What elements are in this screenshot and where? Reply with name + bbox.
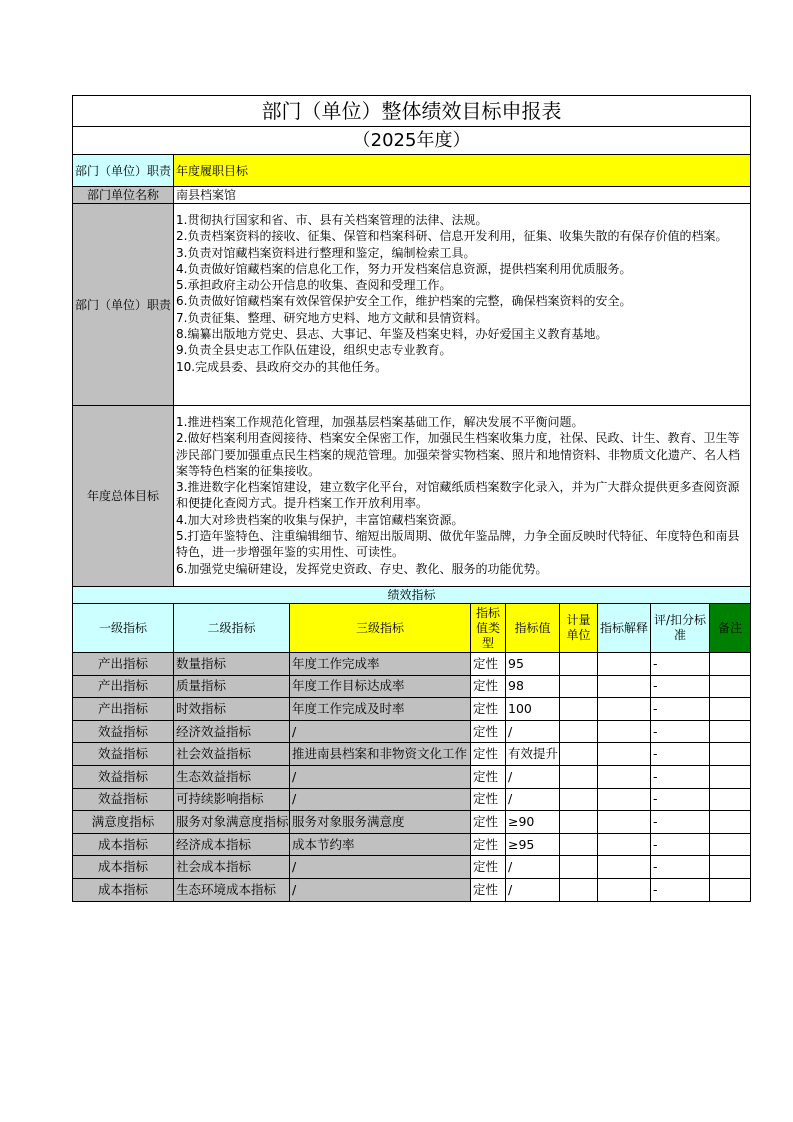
form-subtitle: （2025年度） — [73, 127, 751, 155]
row-level2: 时效指标 — [174, 698, 290, 721]
col-level1: 一级指标 — [73, 604, 174, 653]
row-explain — [598, 720, 651, 743]
row-remark — [710, 653, 751, 676]
table-row — [73, 878, 751, 901]
table-row — [73, 833, 751, 856]
row-value-type: 定性 — [471, 653, 506, 676]
table-row — [73, 675, 751, 698]
row-unit — [560, 675, 598, 698]
row-remark — [710, 811, 751, 834]
duty-item: 1.贯彻执行国家和省、市、县有关档案管理的法律、法规。 — [176, 213, 488, 227]
row-level1: 产出指标 — [73, 653, 174, 676]
goals-cell — [174, 406, 751, 587]
row-value: 95 — [506, 653, 560, 676]
row-level3: 年度工作目标达成率 — [290, 675, 471, 698]
row-level3: 年度工作完成及时率 — [290, 698, 471, 721]
goal-item: 6.加强党史编研建设，发挥党史资政、存史、教化、服务的功能优势。 — [176, 561, 548, 576]
row-level3: 成本节约率 — [290, 833, 471, 856]
row-level3: / — [290, 720, 471, 743]
goal-item: 3.推进数字化档案馆建设，建立数字化平台，对馆藏纸质档案数字化录入，并为广大群众提供更多查阅资源和便捷化查阅方式。提升档案工作开放利用率。 — [176, 480, 740, 511]
row-explain — [598, 653, 651, 676]
table-row — [73, 653, 751, 676]
col-level3: 三级指标 — [290, 604, 471, 653]
row-scoring: - — [651, 833, 710, 856]
row-unit — [560, 811, 598, 834]
table-row — [73, 788, 751, 811]
duty-item: 9.负责全县史志工作队伍建设，组织史志专业教育。 — [176, 343, 452, 358]
row-value: / — [506, 788, 560, 811]
row-value-type: 定性 — [471, 698, 506, 721]
row-level1: 产出指标 — [73, 675, 174, 698]
table-row — [73, 765, 751, 788]
duty-item: 3.负责对馆藏档案资料进行整理和鉴定，编制检索工具。 — [176, 245, 476, 260]
col-value: 指标值 — [506, 604, 560, 653]
row-value-type: 定性 — [471, 856, 506, 879]
row-value: / — [506, 765, 560, 788]
duty-label: 部门（单位）职责 — [73, 204, 174, 406]
row-explain — [598, 856, 651, 879]
row-unit — [560, 720, 598, 743]
row-level3: / — [290, 856, 471, 879]
row-remark — [710, 743, 751, 766]
table-row — [73, 698, 751, 721]
row-value: ≥90 — [506, 811, 560, 834]
row-level3: / — [290, 788, 471, 811]
table-row — [73, 743, 751, 766]
row-level2: 社会效益指标 — [174, 743, 290, 766]
row-explain — [598, 811, 651, 834]
row-unit — [560, 653, 598, 676]
table-row — [73, 811, 751, 834]
annual-target-header: 年度履职目标 — [174, 155, 751, 187]
row-scoring: - — [651, 743, 710, 766]
row-value: ≥95 — [506, 833, 560, 856]
row-level2: 生态环境成本指标 — [174, 878, 290, 901]
perf-header: 绩效指标 — [73, 587, 751, 604]
row-remark — [710, 720, 751, 743]
row-level3: / — [290, 878, 471, 901]
row-unit — [560, 765, 598, 788]
row-explain — [598, 765, 651, 788]
row-unit — [560, 878, 598, 901]
row-explain — [598, 833, 651, 856]
duty-item: 6.负责做好馆藏档案有效保管保护安全工作，维护档案的完整，确保档案资料的安全。 — [176, 294, 632, 309]
row-explain — [598, 743, 651, 766]
row-value-type: 定性 — [471, 811, 506, 834]
row-level3: / — [290, 765, 471, 788]
duty-item: 5.承担政府主动公开信息的收集、查阅和受理工作。 — [176, 278, 452, 293]
row-level2: 经济成本指标 — [174, 833, 290, 856]
duty-item: 2.负责档案资料的接收、征集、保管和档案科研、信息开发利用，征集、收集失散的有保存价值的档案。 — [176, 229, 728, 244]
col-explain: 指标解释 — [598, 604, 651, 653]
row-unit — [560, 856, 598, 879]
row-level1: 成本指标 — [73, 833, 174, 856]
goal-item: 2.做好档案利用查阅接待、档案安全保密工作，加强民生档案收集力度，社保、民政、计生、教育、卫生等涉民部门要加强重点民生档案的规范管理。加强荣誉实物档案、照片和地情资料、非物质文化遗产、名人档案等特色档案的征集接收。 — [176, 431, 741, 478]
row-value-type: 定性 — [471, 720, 506, 743]
row-level1: 效益指标 — [73, 720, 174, 743]
row-scoring: - — [651, 878, 710, 901]
performance-form-table — [72, 95, 751, 902]
goal-item: 4.加大对珍贵档案的收集与保护，丰富馆藏档案资源。 — [176, 512, 464, 527]
col-value-type: 指标值类型 — [471, 604, 506, 653]
row-value: / — [506, 856, 560, 879]
row-scoring: - — [651, 811, 710, 834]
row-value-type: 定性 — [471, 743, 506, 766]
row-scoring: - — [651, 765, 710, 788]
row-explain — [598, 675, 651, 698]
row-remark — [710, 878, 751, 901]
col-remark: 备注 — [710, 604, 751, 653]
duty-item: 8.编纂出版地方党史、县志、大事记、年鉴及档案史料，办好爱国主义教育基地。 — [176, 327, 608, 342]
row-scoring: - — [651, 675, 710, 698]
form-title: 部门（单位）整体绩效目标申报表 — [73, 96, 751, 127]
row-unit — [560, 743, 598, 766]
duty-label-top: 部门（单位）职责 — [73, 155, 174, 187]
row-level2: 数量指标 — [174, 653, 290, 676]
row-level2: 质量指标 — [174, 675, 290, 698]
col-scoring: 评/扣分标准 — [651, 604, 710, 653]
row-level2: 生态效益指标 — [174, 765, 290, 788]
col-unit: 计量单位 — [560, 604, 598, 653]
row-remark — [710, 788, 751, 811]
row-level2: 经济效益指标 — [174, 720, 290, 743]
row-explain — [598, 698, 651, 721]
annual-goal-label: 年度总体目标 — [73, 406, 174, 587]
row-value-type: 定性 — [471, 833, 506, 856]
dept-name-label: 部门单位名称 — [73, 187, 174, 204]
duty-item: 4.负责做好馆藏档案的信息化工作，努力开发档案信息资源，提供档案利用优质服务。 — [176, 261, 632, 276]
row-value: / — [506, 720, 560, 743]
row-level1: 产出指标 — [73, 698, 174, 721]
row-unit — [560, 833, 598, 856]
table-row — [73, 856, 751, 879]
row-level1: 效益指标 — [73, 765, 174, 788]
row-level1: 效益指标 — [73, 743, 174, 766]
row-level3: 推进南县档案和非物资文化工作 — [290, 743, 471, 766]
duty-item: 7.负责征集、整理、研究地方史料、地方文献和县情资料。 — [176, 310, 488, 325]
row-value: 98 — [506, 675, 560, 698]
row-value: / — [506, 878, 560, 901]
row-remark — [710, 856, 751, 879]
row-value-type: 定性 — [471, 878, 506, 901]
row-level1: 效益指标 — [73, 788, 174, 811]
row-scoring: - — [651, 720, 710, 743]
row-unit — [560, 788, 598, 811]
table-row — [73, 720, 751, 743]
row-explain — [598, 878, 651, 901]
row-remark — [710, 698, 751, 721]
row-level3: 年度工作完成率 — [290, 653, 471, 676]
row-scoring: - — [651, 698, 710, 721]
goal-item: 1.推进档案工作规范化管理，加强基层档案基础工作，解决发展不平衡问题。 — [176, 415, 584, 429]
row-level2: 社会成本指标 — [174, 856, 290, 879]
dept-name-value: 南县档案馆 — [174, 187, 751, 204]
col-level2: 二级指标 — [174, 604, 290, 653]
row-level1: 成本指标 — [73, 856, 174, 879]
row-level1: 满意度指标 — [73, 811, 174, 834]
row-value-type: 定性 — [471, 765, 506, 788]
row-unit — [560, 698, 598, 721]
row-value-type: 定性 — [471, 788, 506, 811]
row-level3: 服务对象服务满意度 — [290, 811, 471, 834]
row-level1: 成本指标 — [73, 878, 174, 901]
row-scoring: - — [651, 856, 710, 879]
row-scoring: - — [651, 788, 710, 811]
row-remark — [710, 765, 751, 788]
row-level2: 可持续影响指标 — [174, 788, 290, 811]
duties-cell — [174, 204, 751, 406]
row-value: 100 — [506, 698, 560, 721]
goal-item: 5.打造年鉴特色、注重编辑细节、缩短出版周期、做优年鉴品牌，力争全面反映时代特征、年度特色和南县特色，进一步增强年鉴的实用性、可读性。 — [176, 529, 740, 560]
row-level2: 服务对象满意度指标 — [174, 811, 290, 834]
row-scoring: - — [651, 653, 710, 676]
row-remark — [710, 675, 751, 698]
row-explain — [598, 788, 651, 811]
row-value-type: 定性 — [471, 675, 506, 698]
row-remark — [710, 833, 751, 856]
row-value: 有效提升 — [506, 743, 560, 766]
duty-item: 10.完成县委、县政府交办的其他任务。 — [176, 359, 388, 374]
